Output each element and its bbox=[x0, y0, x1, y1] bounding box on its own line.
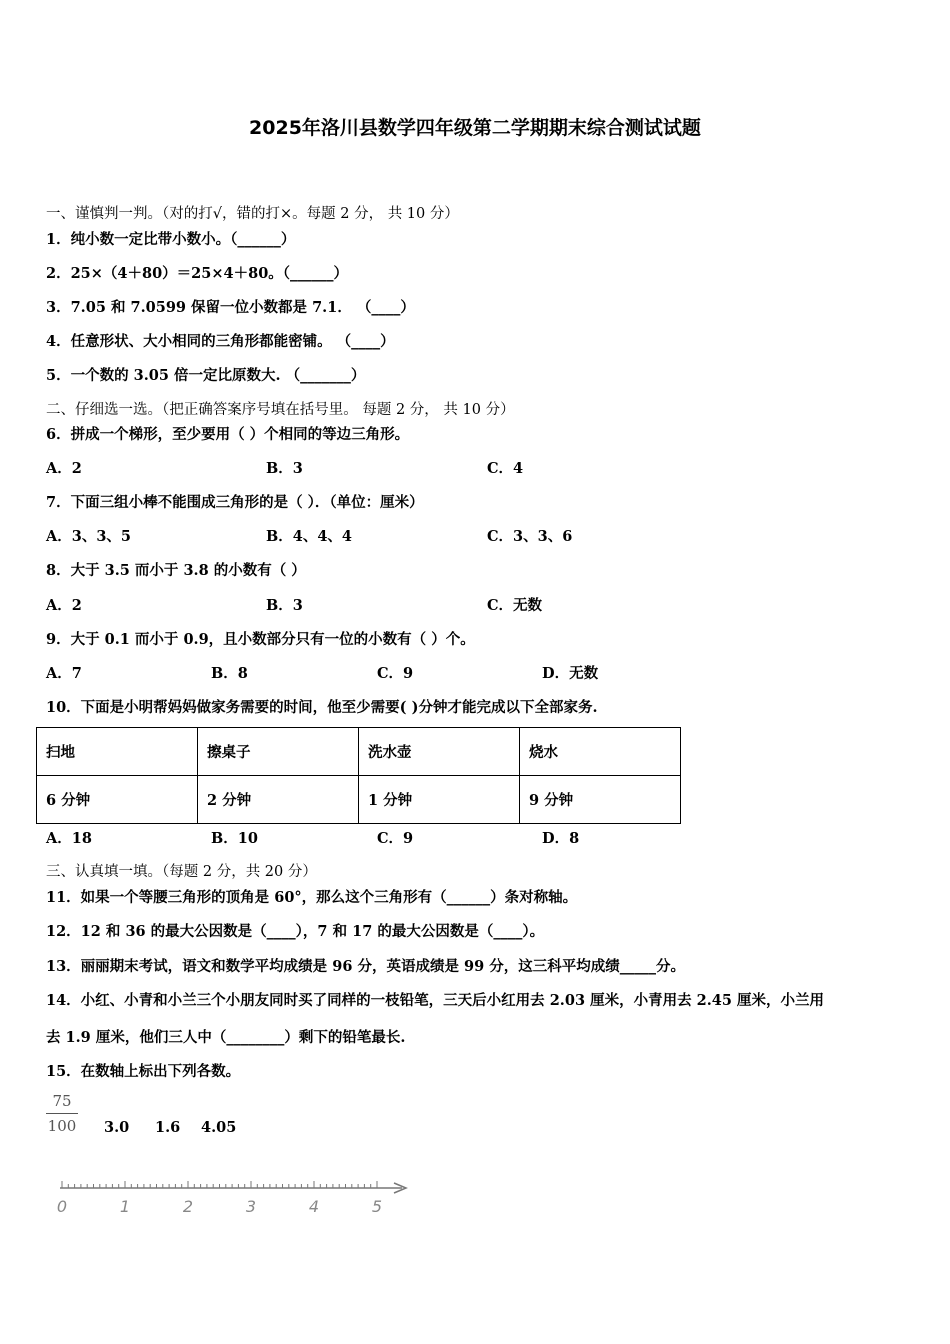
question-12: 12．12 和 36 的最大公因数是（____），7 和 17 的最大公因数是（____）。 bbox=[46, 923, 545, 940]
question-7: 7．下面三组小棒不能围成三角形的是（ ）．（单位：厘米） bbox=[46, 494, 424, 511]
q7-option-c: C．3、3、6 bbox=[487, 528, 573, 545]
table-cell: 2 分钟 bbox=[198, 776, 359, 824]
question-3: 3．7.05 和 7.0599 保留一位小数都是 7.1． （____） bbox=[46, 299, 415, 316]
q9-option-c: C．9 bbox=[377, 665, 414, 682]
q9-option-a: A．7 bbox=[46, 665, 82, 682]
axis-label: 4 bbox=[308, 1197, 320, 1216]
q10-option-b: B．10 bbox=[211, 830, 258, 847]
q7-option-a: A．3、3、5 bbox=[46, 528, 132, 545]
question-6: 6．拼成一个梯形，至少要用（ ）个相同的等边三角形。 bbox=[46, 426, 410, 443]
table-cell: 洗水壶 bbox=[359, 728, 520, 776]
fraction-denominator: 100 bbox=[47, 1117, 77, 1135]
q6-option-b: B．3 bbox=[266, 460, 303, 477]
section-3-heading: 三、认真填一填。（每题 2 分，共 20 分） bbox=[46, 864, 317, 880]
number-3-0: 3.0 bbox=[104, 1119, 130, 1136]
table-cell: 6 分钟 bbox=[37, 776, 198, 824]
q7-option-b: B．4、4、4 bbox=[266, 528, 353, 545]
question-15: 15．在数轴上标出下列各数。 bbox=[46, 1063, 241, 1080]
question-14-line-2: 去 1.9 厘米，他们三人中（________）剩下的铅笔最长. bbox=[46, 1029, 406, 1046]
q8-option-a: A．2 bbox=[46, 597, 82, 614]
question-13: 13．丽丽期末考试，语文和数学平均成绩是 96 分，英语成绩是 99 分，这三科平均成绩_____分。 bbox=[46, 958, 685, 975]
table-cell: 擦桌子 bbox=[198, 728, 359, 776]
page-title: 2025年洛川县数学四年级第二学期期末综合测试试题 bbox=[249, 117, 701, 139]
table-cell: 1 分钟 bbox=[359, 776, 520, 824]
table-row bbox=[37, 728, 681, 776]
fraction-numerator: 75 bbox=[52, 1092, 72, 1110]
question-5: 5．一个数的 3.05 倍一定比原数大. （_______） bbox=[46, 367, 366, 384]
q9-option-d: D．无数 bbox=[542, 665, 599, 682]
section-2-heading: 二、仔细选一选。（把正确答案序号填在括号里。 每题 2 分， 共 10 分） bbox=[46, 402, 515, 418]
section-1-heading: 一、谨慎判一判。（对的打√，错的打×。每题 2 分， 共 10 分） bbox=[46, 206, 459, 222]
question-10: 10．下面是小明帮妈妈做家务需要的时间，他至少需要( )分钟才能完成以下全部家务. bbox=[46, 699, 598, 716]
question-11: 11．如果一个等腰三角形的顶角是 60°，那么这个三角形有（______）条对称轴。 bbox=[46, 889, 578, 906]
q10-option-a: A．18 bbox=[46, 830, 92, 847]
q9-option-b: B．8 bbox=[211, 665, 248, 682]
question-8: 8．大于 3.5 而小于 3.8 的小数有（ ） bbox=[46, 562, 306, 579]
question-1: 1．纯小数一定比带小数小。（______） bbox=[46, 231, 296, 248]
table-cell: 扫地 bbox=[37, 728, 198, 776]
axis-label: 5 bbox=[371, 1197, 383, 1216]
question-4: 4．任意形状、大小相同的三角形都能密铺。 （____） bbox=[46, 333, 395, 350]
q10-option-d: D．8 bbox=[542, 830, 580, 847]
q6-option-c: C．4 bbox=[487, 460, 524, 477]
axis-label: 2 bbox=[182, 1197, 194, 1216]
q8-option-b: B．3 bbox=[266, 597, 303, 614]
q6-option-a: A．2 bbox=[46, 460, 82, 477]
number-4-05: 4.05 bbox=[201, 1119, 237, 1136]
axis-label: 0 bbox=[56, 1197, 68, 1216]
question-9: 9．大于 0.1 而小于 0.9，且小数部分只有一位的小数有（ ）个。 bbox=[46, 631, 475, 648]
table-row bbox=[37, 776, 681, 824]
question-2: 2．25×（4＋80）＝25×4＋80。（______） bbox=[46, 265, 349, 282]
fraction-bar bbox=[46, 1113, 78, 1114]
q8-option-c: C．无数 bbox=[487, 597, 543, 614]
axis-label: 3 bbox=[245, 1197, 257, 1216]
q10-option-c: C．9 bbox=[377, 830, 414, 847]
axis-label: 1 bbox=[119, 1197, 131, 1216]
chores-time-table bbox=[36, 727, 681, 824]
number-line bbox=[50, 1172, 420, 1222]
number-1-6: 1.6 bbox=[155, 1119, 181, 1136]
table-cell: 9 分钟 bbox=[520, 776, 681, 824]
question-14-line-1: 14．小红、小青和小兰三个小朋友同时买了同样的一枝铅笔，三天后小红用去 2.03 厘米，小青用去 2.45 厘米，小兰用 bbox=[46, 992, 824, 1009]
fraction-75-100 bbox=[46, 1092, 78, 1135]
table-cell: 烧水 bbox=[520, 728, 681, 776]
